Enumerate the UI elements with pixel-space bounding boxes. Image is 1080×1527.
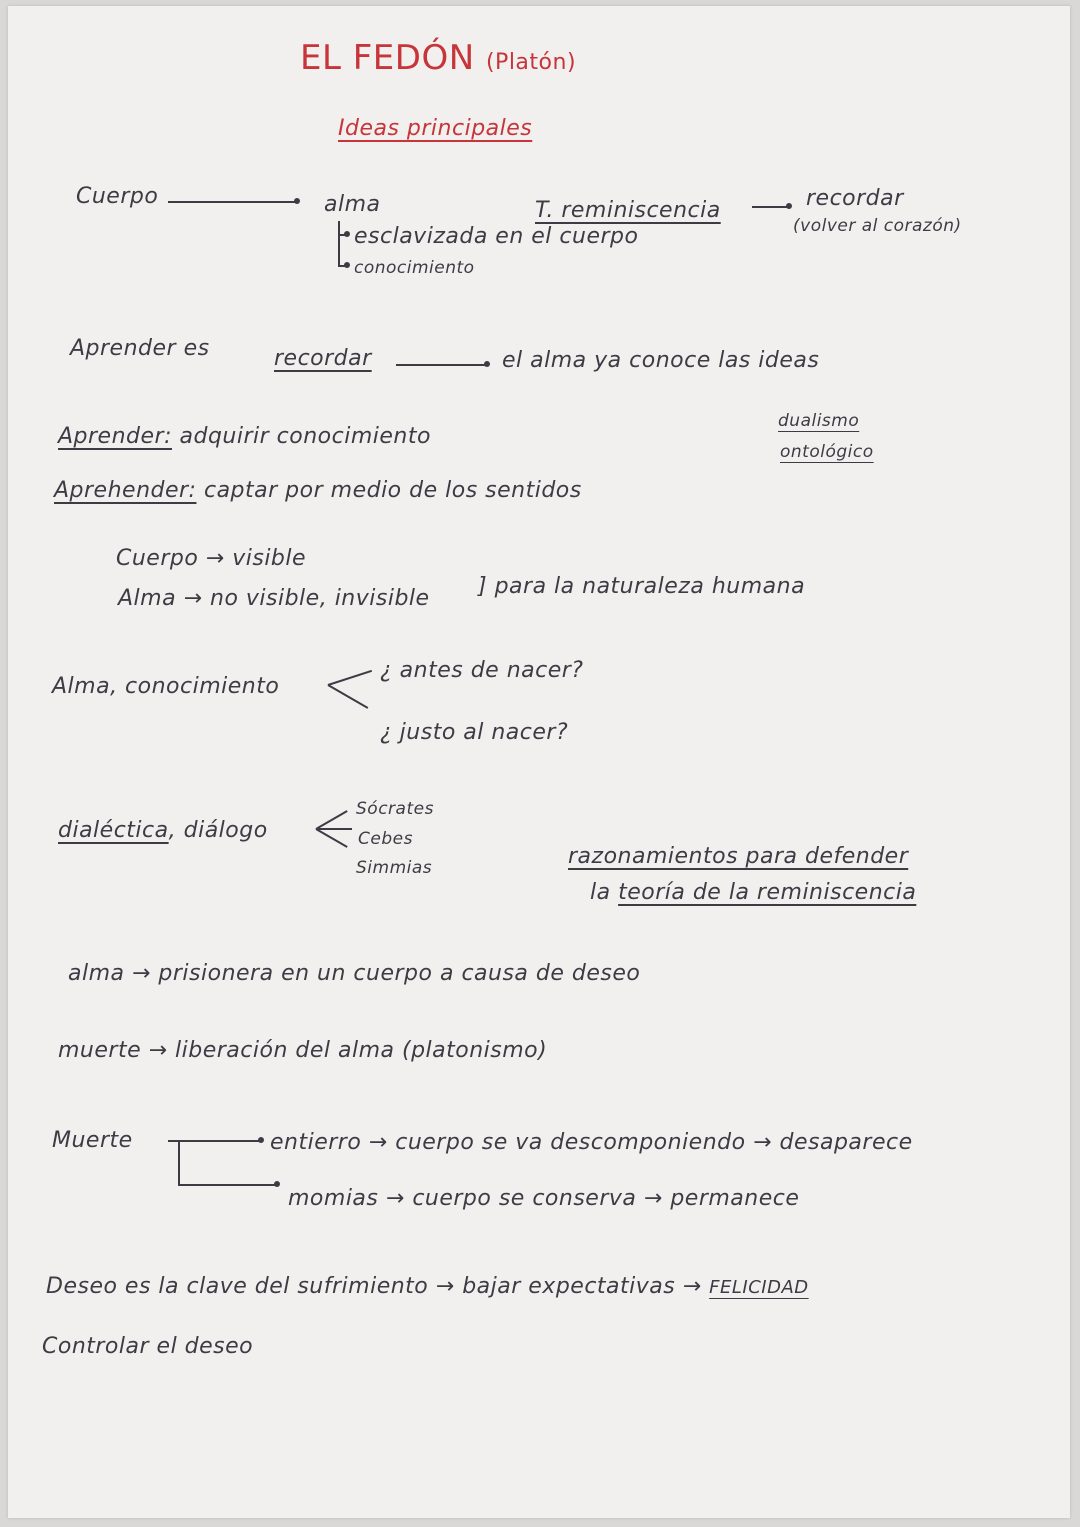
fork-line-3: [316, 828, 348, 848]
arrow-momias: [178, 1184, 278, 1186]
permanece: permanece: [670, 1186, 800, 1211]
cuerpo-label: Cuerpo: [76, 184, 159, 209]
branch-conocimiento: conocimiento: [354, 258, 475, 278]
branch-esclavizada: esclavizada en el cuerpo: [354, 224, 639, 249]
dialogo: , diálogo: [168, 818, 268, 843]
recordar-label: recordar: [806, 186, 904, 211]
ontologico-note: ontológico: [780, 442, 874, 462]
aprehender-def: captar por medio de los sentidos: [203, 478, 582, 503]
subtitle: Ideas principales: [338, 116, 533, 141]
title-author: (Platón): [485, 50, 577, 75]
alma-invisible: Alma → no visible, invisible: [118, 586, 430, 611]
aprender-definition: [58, 424, 431, 449]
question-justo: ¿ justo al nacer?: [380, 720, 569, 745]
alma-label: alma: [324, 192, 381, 217]
person-simmias: Simmias: [356, 858, 433, 878]
fork-line-up: [328, 670, 372, 686]
arrow-recordar: [396, 364, 488, 366]
desaparece: desaparece: [779, 1130, 913, 1155]
dialectica-dialogo: [58, 818, 268, 843]
deseo-text: Deseo es la clave del sufrimiento: [46, 1274, 429, 1299]
felicidad: FELICIDAD: [709, 1277, 809, 1298]
razonamientos-note: [568, 844, 908, 869]
question-antes: ¿ antes de nacer?: [380, 658, 584, 683]
branch-arrow-1: [338, 234, 348, 236]
aprender-es: Aprender es: [70, 336, 210, 361]
teoria-note-underlined: teoría de la reminiscencia: [618, 880, 917, 905]
branch-arrow-2: [338, 265, 348, 267]
fork-line-down: [328, 684, 369, 709]
bracket-note: para la naturaleza humana: [494, 574, 806, 599]
deseo-line: Deseo es la clave del sufrimiento → bajar expectativas → FELICIDAD: [46, 1274, 809, 1299]
teoria-note-prefix: la: [590, 880, 619, 905]
razonamientos-text: razonamientos para defender: [568, 844, 909, 869]
arrow-entierro: [168, 1140, 262, 1142]
alma-prisionera: alma → prisionera en un cuerpo a causa de deseo: [68, 961, 641, 986]
muerte-row-1: entierro → cuerpo se va descomponiendo → desaparece: [270, 1130, 913, 1155]
muerte-branch-line: [178, 1140, 180, 1184]
teoria-reminiscencia: T. reminiscencia: [535, 198, 721, 223]
dualismo-note: dualismo: [778, 411, 860, 431]
person-cebes: Cebes: [358, 829, 413, 849]
notebook-page: [8, 6, 1070, 1518]
dialectica: dialéctica: [58, 818, 169, 843]
bajar-expectativas: bajar expectativas: [462, 1274, 676, 1299]
recordar-note: (volver al corazón): [793, 216, 962, 236]
descomponiendo: cuerpo se va descomponiendo: [395, 1130, 746, 1155]
conserva: cuerpo se conserva: [412, 1186, 637, 1211]
alma-conocimiento: Alma, conocimiento: [52, 674, 280, 699]
aprender-term: Aprender:: [58, 424, 172, 449]
page-title: [300, 38, 576, 78]
recordar-underlined: recordar: [274, 346, 372, 371]
muerte-liberacion: muerte → liberación del alma (platonismo): [58, 1038, 548, 1063]
teoria-note: [590, 880, 916, 905]
person-socrates: Sócrates: [356, 799, 434, 819]
entierro: entierro: [270, 1130, 362, 1155]
branch-line: [338, 221, 340, 267]
cuerpo-visible: Cuerpo → visible: [116, 546, 307, 571]
arrow-cuerpo-alma: [168, 201, 298, 203]
aprehender-definition: [54, 478, 582, 503]
aprehender-term: Aprehender:: [54, 478, 197, 503]
muerte-row-2: momias → cuerpo se conserva → permanece: [288, 1186, 800, 1211]
aprender-def: adquirir conocimiento: [179, 424, 431, 449]
controlar-deseo: Controlar el deseo: [42, 1334, 254, 1359]
arrow-teoria: [752, 206, 790, 208]
muerte-label: Muerte: [52, 1128, 133, 1153]
fork-line-2: [316, 828, 352, 830]
naturaleza-humana: ] para la naturaleza humana: [478, 574, 806, 599]
fork-line-1: [316, 810, 348, 830]
momias: momias: [288, 1186, 379, 1211]
alma-conoce-ideas: el alma ya conoce las ideas: [502, 348, 820, 373]
title-text: EL FEDÓN: [300, 38, 475, 78]
